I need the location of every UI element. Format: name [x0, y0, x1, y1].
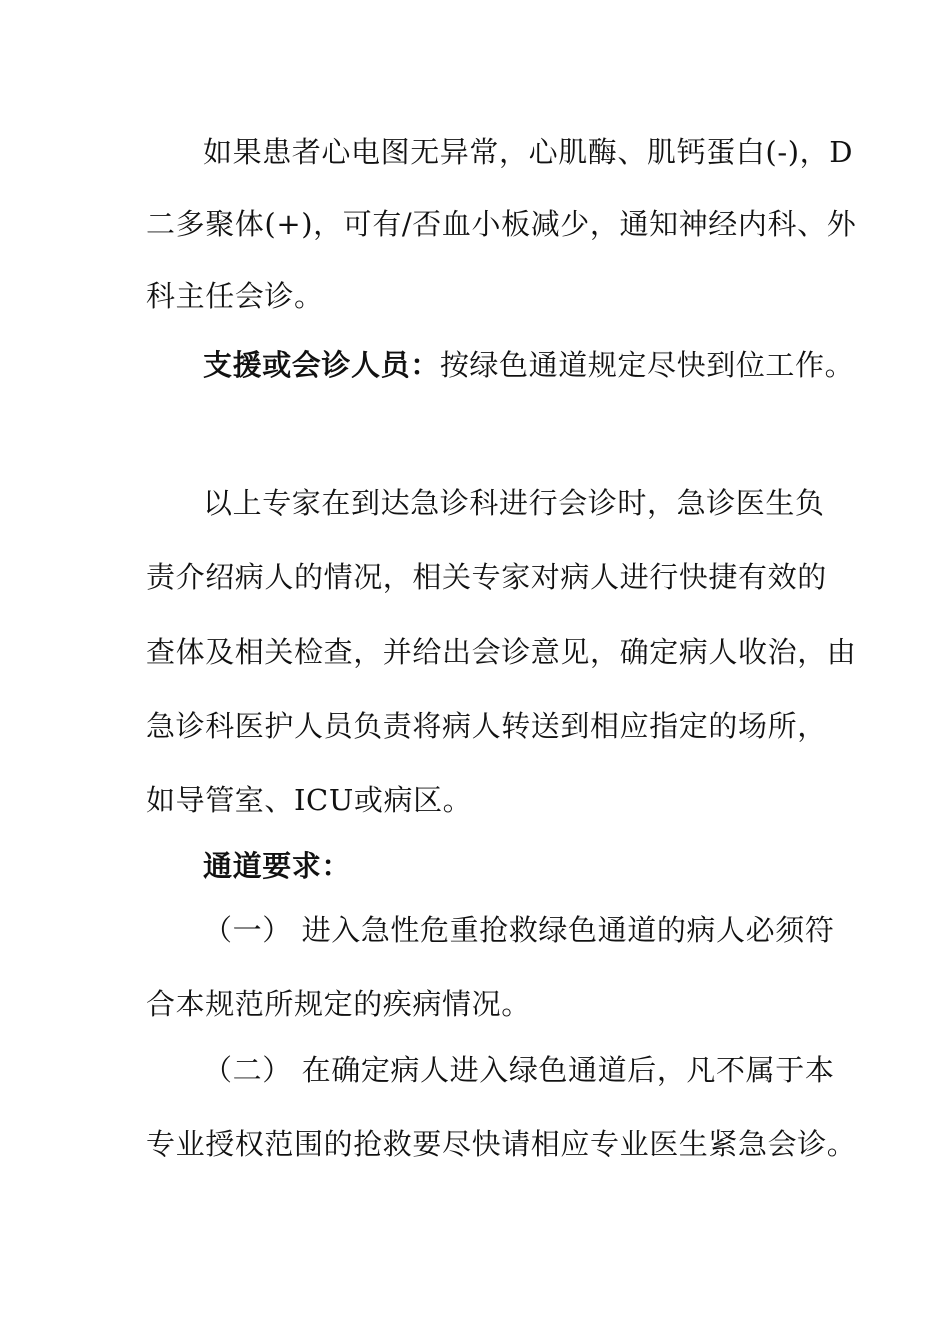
item2-line2: 专业授权范围的抢救要尽快请相应专业医生紧急会诊。	[146, 1127, 857, 1161]
item1-line2: 合本规范所规定的疾病情况。	[146, 987, 531, 1021]
requirements-heading: 通道要求：	[203, 849, 352, 883]
para3-line2: 责介绍病人的情况，相关专家对病人进行快捷有效的	[146, 560, 827, 594]
para1-line2: 二多聚体(+)，可有/否血小板减少，通知神经内科、外	[146, 207, 857, 241]
item1-line1: （一） 进入急性危重抢救绿色通道的病人必须符	[203, 913, 835, 947]
support-staff-label: 支援或会诊人员：	[203, 348, 440, 382]
para3-line1: 以上专家在到达急诊科进行会诊时，急诊医生负	[203, 486, 825, 520]
item2-line1: （二） 在确定病人进入绿色通道后，凡不属于本	[203, 1053, 835, 1087]
para3-line4: 急诊科医护人员负责将病人转送到相应指定的场所，	[146, 709, 827, 743]
para1-line1: 如果患者心电图无异常，心肌酶、肌钙蛋白(-)，D	[203, 135, 854, 169]
support-staff-text: 按绿色通道规定尽快到位工作。	[439, 348, 855, 382]
para2-line	[203, 345, 854, 385]
para3-line3: 查体及相关检查，并给出会诊意见，确定病人收治，由	[146, 635, 857, 669]
para3-line5: 如导管室、ICU或病区。	[146, 783, 473, 817]
para1-line3: 科主任会诊。	[146, 279, 324, 313]
